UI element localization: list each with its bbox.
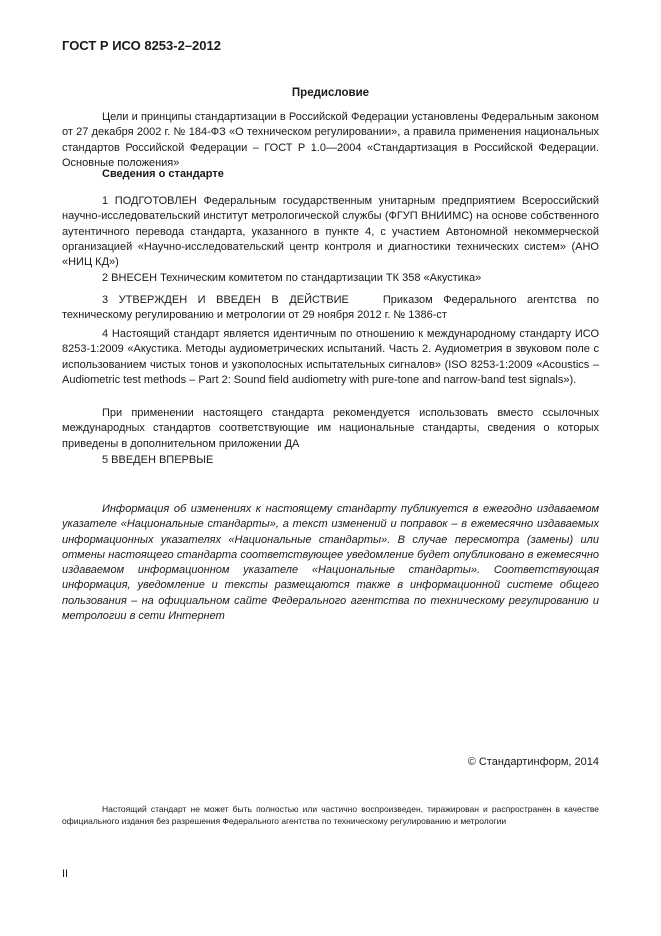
foreword-title: Предисловие bbox=[291, 87, 370, 99]
info-item-4 bbox=[62, 327, 599, 388]
info-item-3-label: 3 УТВЕРЖДЕН И ВВЕДЕН В ДЕЙСТВИЕ bbox=[102, 294, 349, 306]
changes-notice bbox=[62, 502, 599, 624]
reproduction-notice-text: Настоящий стандарт не может быть полностью или частично воспроизведен, тиражирован и распространен в качестве официального издания без разрешения Федерального агентства по техническому регулированию и метрологии bbox=[62, 804, 599, 826]
info-item-4-note bbox=[62, 406, 599, 452]
info-item-4-text: 4 Настоящий стандарт является идентичным по отношению к международному стандарту ИСО 8253-1:2009 «Акустика. Методы аудиометрических испытаний. Часть 2. Аудиометрия в звуковом поле с использованием чистых тонов и узкополосных испытательных сигналов» (ISO 8253-1:2009 «Acoustics – Audiometric test methods – Part 2: Sound field audiometry with pure-tone and narrow-band test signals»). bbox=[62, 328, 599, 386]
foreword-intro-text: Цели и принципы стандартизации в Российской Федерации установлены Федеральным законом от 27 декабря 2002 г. № 184-ФЗ «О техническом регулировании», а правила применения национальных стандартов Российской Федерации – ГОСТ Р 1.0—2004 «Стандартизация в Российской Федерации. Основные положения» bbox=[62, 111, 599, 169]
info-item-1 bbox=[62, 194, 599, 270]
page-number: II bbox=[62, 868, 69, 880]
info-item-3-paragraph bbox=[62, 293, 599, 324]
info-item-1-text: 1 ПОДГОТОВЛЕН Федеральным государственным унитарным предприятием Всероссийский научно-исследовательский институт метрологической службы (ФГУП ВНИИМС) на основе собственного аутентичного перевода стандарта, указанного в пункте 4, с участием Автономной некоммерческой организацией «Научно-исследовательский центр контроля и диагностики технических систем» (АНО «НИЦ КД») bbox=[62, 195, 599, 269]
info-item-5 bbox=[62, 453, 599, 468]
reproduction-notice bbox=[62, 803, 599, 827]
info-title: Сведения о стандарте bbox=[102, 168, 224, 180]
info-item-2 bbox=[62, 271, 599, 286]
changes-notice-text: Информация об изменениях к настоящему стандарту публикуется в ежегодно издаваемом указателе «Национальные стандарты», а текст изменений и поправок – в ежемесячно издаваемых информационных указателях «Национальные стандарты». В случае пересмотра (замены) или отмены настоящего стандарта соответствующее уведомление будет опубликовано в ежемесячно издаваемом информационном указателе «Национальные стандарты». Соответствующая информация, уведомление и тексты размещаются также в информационной системе общего пользования – на официальном сайте Федерального агентства по техническому регулированию и метрологии в сети Интернет bbox=[62, 503, 599, 623]
info-item-5-text: 5 ВВЕДЕН ВПЕРВЫЕ bbox=[102, 454, 214, 466]
info-item-3-text: Приказом Федерального агентства по техническому регулированию и метрологии от 29 ноября 2012 г. № 1386-ст bbox=[62, 294, 600, 322]
standard-code-header: ГОСТ Р ИСО 8253-2–2012 bbox=[62, 38, 221, 53]
copyright: © Стандартинформ, 2014 bbox=[467, 756, 599, 768]
info-item-2-text: 2 ВНЕСЕН Техническим комитетом по стандартизации ТК 358 «Акустика» bbox=[102, 272, 482, 284]
info-item-3 bbox=[62, 293, 599, 324]
info-item-4-note-text: При применении настоящего стандарта рекомендуется использовать вместо ссылочных международных стандартов соответствующие им национальные стандарты, сведения о которых приведены в дополнительном приложении ДА bbox=[62, 407, 599, 450]
foreword-intro bbox=[62, 110, 599, 171]
